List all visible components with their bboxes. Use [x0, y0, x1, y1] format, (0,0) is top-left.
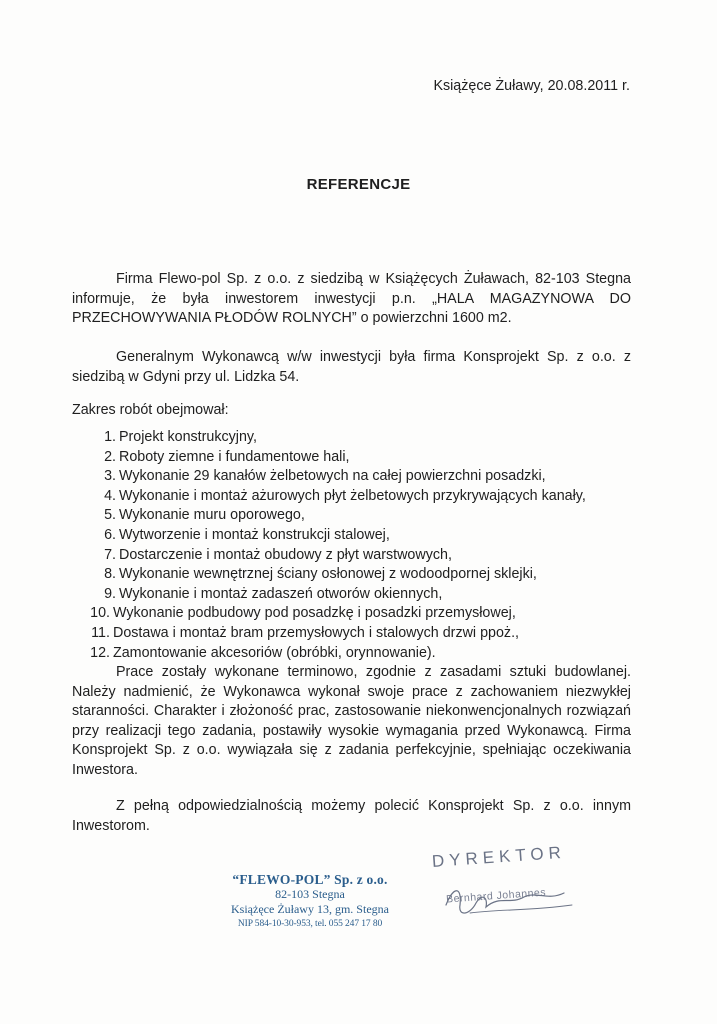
- item-text: Wykonanie podbudowy pod posadzkę i posadzki przemysłowej,: [113, 605, 516, 622]
- stamp-role: DYREKTOR: [431, 842, 567, 871]
- list-item: [72, 604, 631, 624]
- item-text: Wykonanie i montaż ażurowych płyt żelbetowych przykrywających kanały,: [119, 487, 586, 504]
- list-item: [72, 624, 631, 644]
- list-item: [72, 428, 631, 448]
- item-text: Dostawa i montaż bram przemysłowych i stalowych drzwi ppoż.,: [113, 624, 520, 641]
- stamp-postal: 82-103 Stegna: [275, 887, 345, 901]
- item-number: 10.: [90, 605, 110, 622]
- stamp-address: Książęce Żuławy 13, gm. Stegna: [231, 902, 389, 916]
- item-text: Wykonanie 29 kanałów żelbetowych na całej powierzchni posadzki,: [119, 468, 546, 485]
- item-text: Wykonanie muru oporowego,: [119, 507, 305, 524]
- list-item: [72, 506, 631, 526]
- item-number: 9.: [104, 585, 116, 602]
- item-number: 1.: [104, 429, 116, 445]
- item-number: 11.: [91, 624, 110, 641]
- item-number: 12.: [90, 644, 110, 661]
- handwritten-signature: [440, 875, 580, 925]
- stamp-company-name: “FLEWO-POL” Sp. z o.o.: [232, 872, 388, 887]
- place-date: Książęce Żuławy, 20.08.2011 r.: [433, 78, 630, 94]
- list-item: [72, 448, 631, 468]
- intro-paragraph: Firma Flewo-pol Sp. z o.o. z siedzibą w Książęcych Żuławach, 82-103 Stegna informuje, że była inwestorem inwestycji p.n. „HALA MAGAZYNOWA DO PRZECHOWYWANIA PŁODÓW ROLNYCH” o powierzchni 1600 m2.: [72, 271, 631, 326]
- list-item: [72, 644, 631, 664]
- item-number: 6.: [104, 526, 116, 543]
- item-number: 8.: [104, 566, 116, 583]
- company-stamp: [215, 872, 405, 932]
- list-item: [72, 487, 631, 507]
- item-number: 4.: [104, 487, 116, 504]
- item-text: Wykonanie i montaż zadaszeń otworów okiennych,: [119, 585, 443, 602]
- stamp-signer-name: Bernhard Johannes: [445, 886, 547, 906]
- item-text: Wytworzenie i montaż konstrukcji stalowej,: [119, 526, 390, 543]
- list-item: [72, 546, 631, 566]
- scope-heading: Zakres robót obejmował:: [72, 402, 229, 418]
- item-number: 7.: [104, 546, 116, 563]
- list-item: [72, 585, 631, 605]
- stamp-nip: NIP 584-10-30-953, tel. 055 247 17 80: [237, 919, 383, 929]
- list-item: [72, 467, 631, 487]
- item-number: 2.: [104, 448, 116, 465]
- list-item: [72, 526, 631, 546]
- item-text: Zamontowanie akcesoriów (obróbki, orynnowanie).: [113, 644, 436, 661]
- item-text: Projekt konstrukcyjny,: [119, 429, 257, 445]
- item-text: Roboty ziemne i fundamentowe hali,: [119, 448, 350, 465]
- item-number: 5.: [104, 507, 116, 524]
- list-item: [72, 565, 631, 585]
- recommendation-paragraph: Z pełną odpowiedzialnością możemy polecić Konsprojekt Sp. z o.o. innym Inwestorom.: [72, 798, 631, 834]
- document-title: REFERENCJE: [306, 176, 411, 193]
- item-text: Dostarczenie i montaż obudowy z płyt warstwowych,: [119, 546, 452, 563]
- director-stamp: [428, 842, 578, 906]
- evaluation-paragraph: Prace zostały wykonane terminowo, zgodnie z zasadami sztuki budowlanej. Należy nadmienić, że Wykonawca wykonał swoje prace z zachowaniem niezwykłej staranności. Charakter i złożoność prac, zastosowanie niekonwencjonalnych rozwiązań przy realizacji tego zadania, postawiły wysokie wymagania przed Wykonawcą. Firma Konsprojekt Sp. z o.o. wywiązała się z zadania perfekcyjnie, spełniając oczekiwania Inwestora.: [72, 664, 631, 778]
- works-list: [72, 428, 631, 663]
- item-number: 3.: [104, 468, 116, 485]
- contractor-paragraph: Generalnym Wykonawcą w/w inwestycji była firma Konsprojekt Sp. z o.o. z siedzibą w Gdyni przy ul. Lidzka 54.: [72, 349, 631, 385]
- item-text: Wykonanie wewnętrznej ściany osłonowej z wodoodpornej sklejki,: [119, 566, 537, 583]
